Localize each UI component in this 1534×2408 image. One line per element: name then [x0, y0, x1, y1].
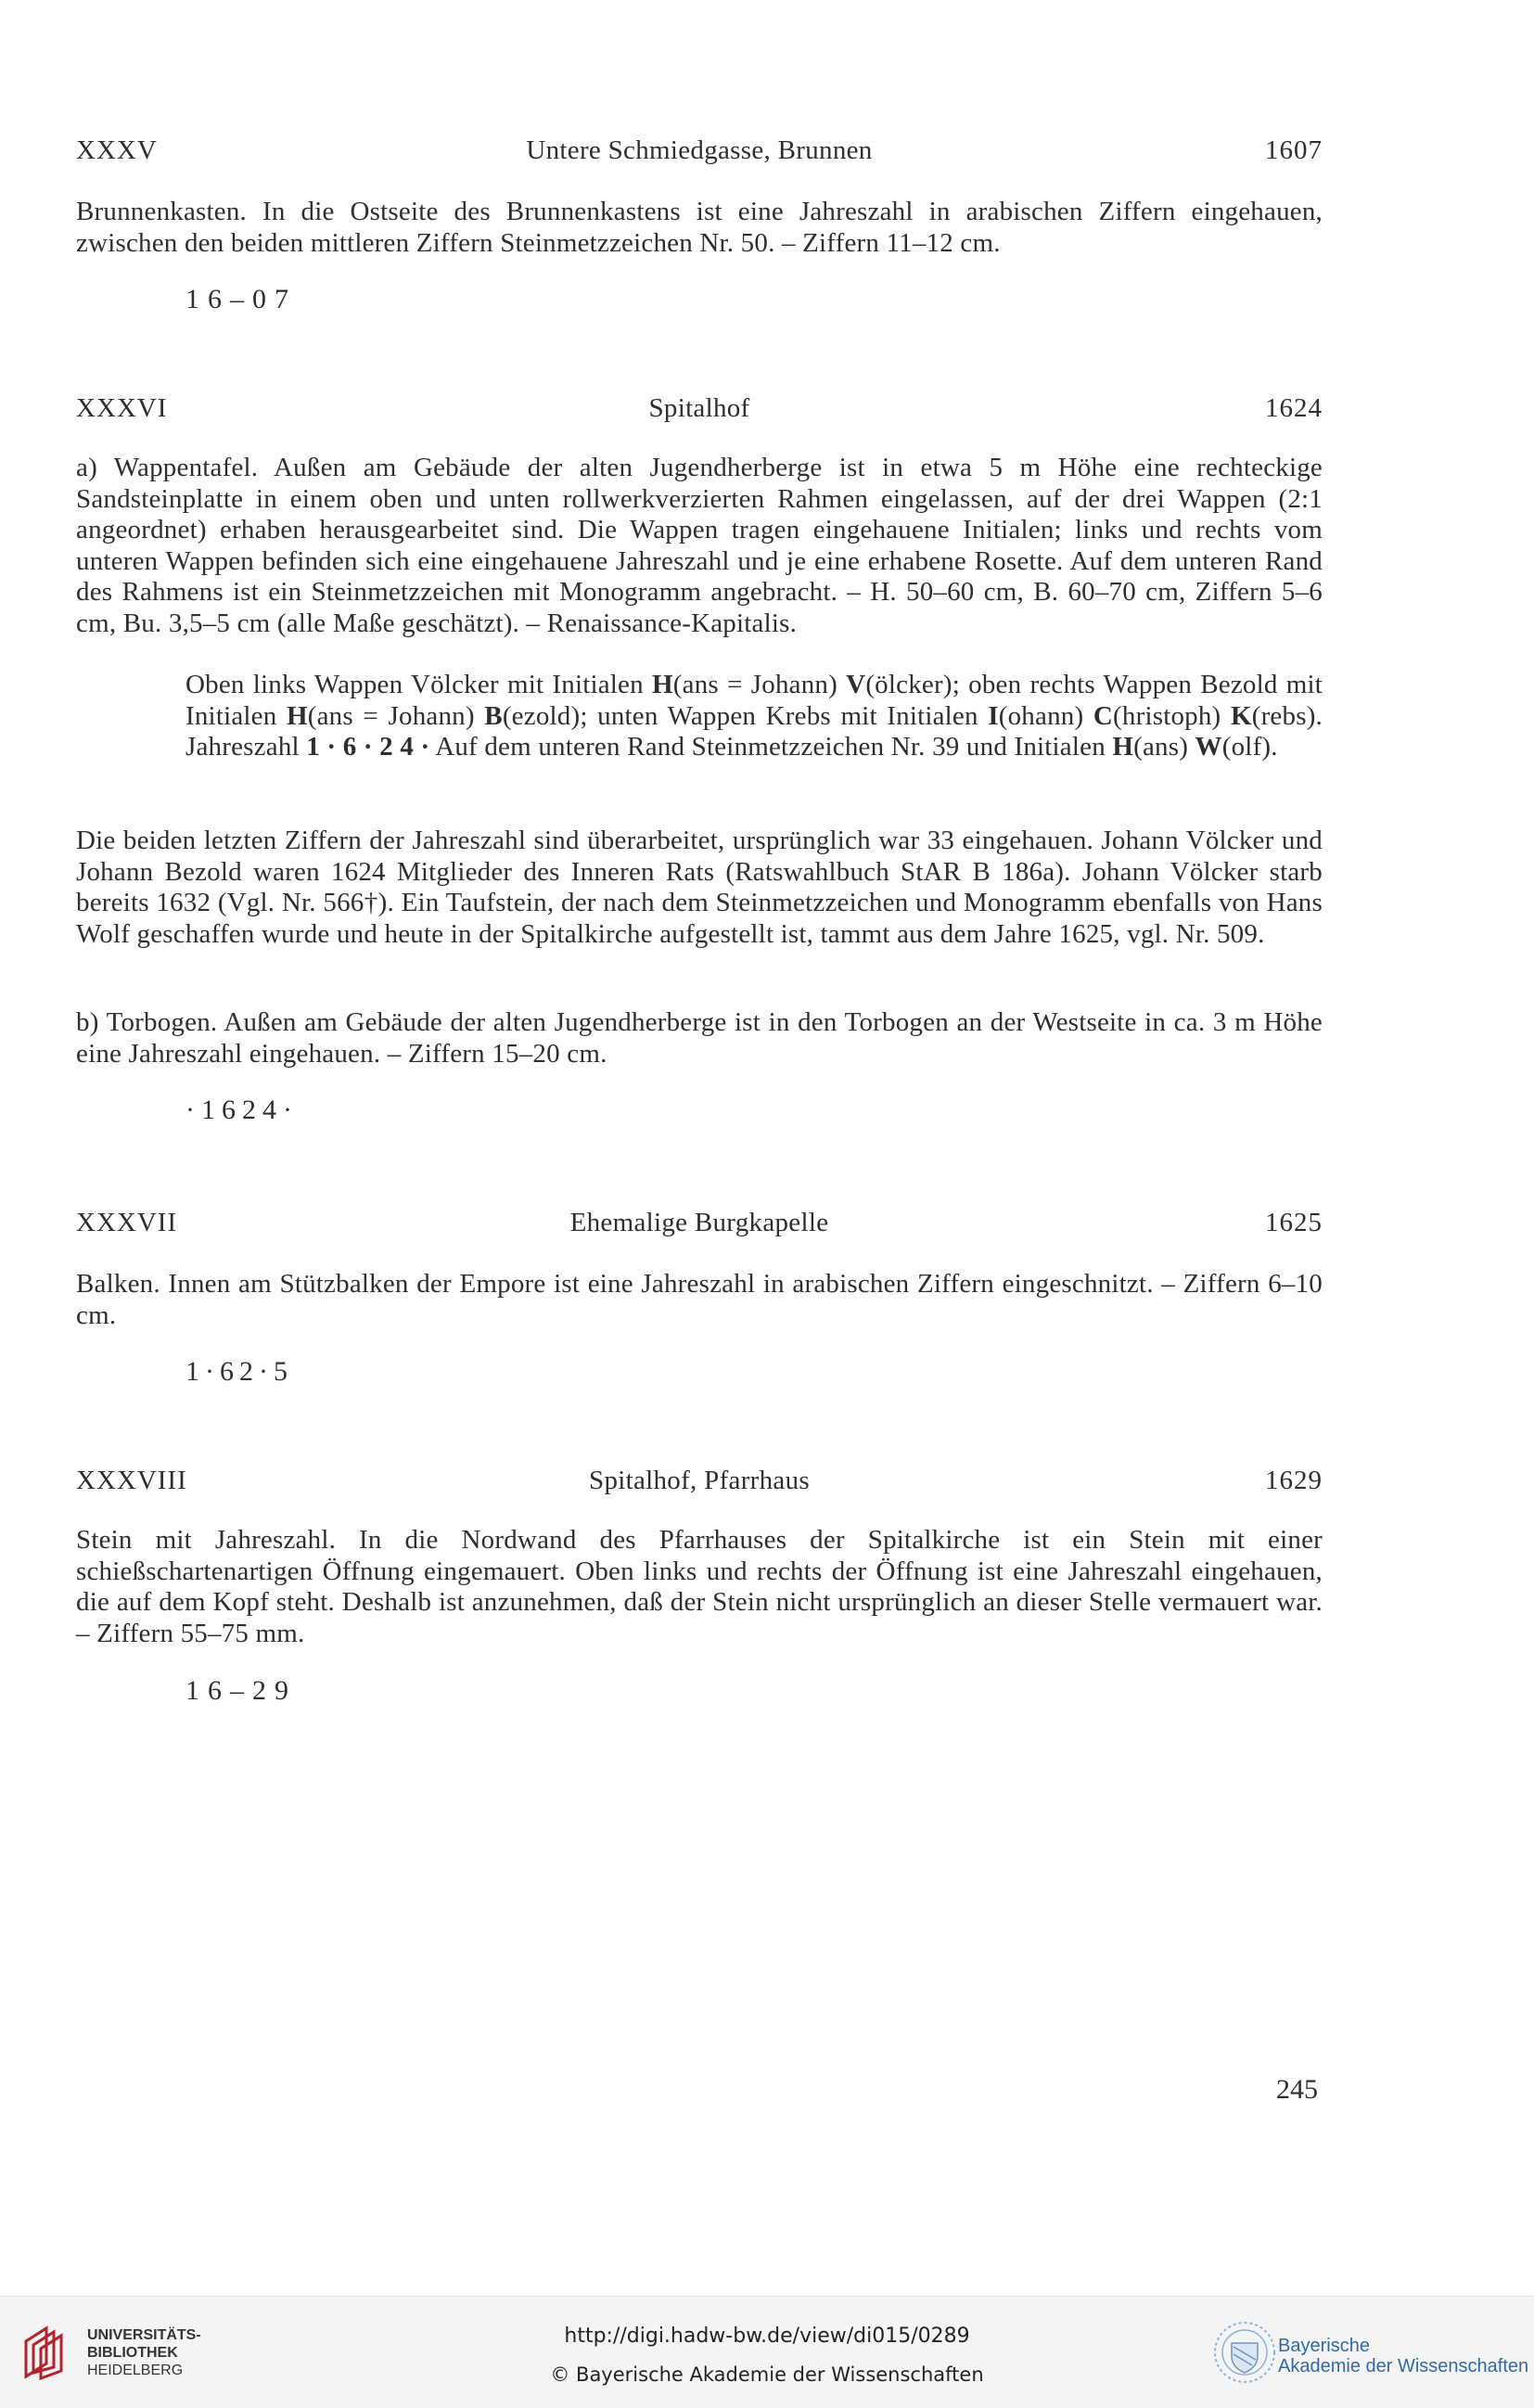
- entry-year: 1625: [1265, 1208, 1323, 1237]
- inscription-initial: K: [1230, 700, 1252, 731]
- inscription-initial: H: [652, 670, 673, 699]
- entry-year: 1607: [1265, 135, 1323, 165]
- academy-name: Bayerische Akademie der Wissenschaften: [1278, 2336, 1529, 2376]
- entry-text-a: a) Wappentafel. Außen am Gebäude der alten Jugendherberge ist in etwa 5 m Höhe eine rechteckige Sandsteinplatte in einem oben und unten rollwerkverzierten Rahmen eingelassen, auf der drei Wappen (2:1 angeordnet) erhaben herausgearbeitet sind. Die Wappen tragen eingehauene Initialen; links und rechts vom unteren Wappen befinden sich eine eingehauene Jahreszahl und je eine erhabene Rosette. Auf dem unteren Rand des Rahmens ist ein Steinmetzzeichen mit Monogramm angebracht. – H. 50–60 cm, B. 60–70 cm, Ziffern 5–6 cm, Bu. 3,5–5 cm (alle Maße geschätzt). – Renaissance-Kapitalis.: [76, 453, 1323, 638]
- inscription-initial: H: [286, 700, 308, 731]
- inscription-initial: I: [988, 700, 999, 731]
- inscription-description: Oben links Wappen Völcker mit Initialen H(ans = Johann) V(ölcker); oben rechts Wappen Bezold mit Initialen H(ans = Johann) B(ezold); unten Wappen Krebs mit Initialen I(ohann) C(hristoph) K(rebs). Jahreszahl 1 · 6 · 2 4 · Auf dem unteren Rand Steinmetzzeichen Nr. 39 und Initialen H(ans) W(olf).: [185, 670, 1323, 762]
- viewer-footer: [0, 2296, 1534, 2408]
- inscription: 16–29: [185, 1675, 297, 1706]
- copyright-notice: © Bayerische Akademie der Wissenschaften: [550, 2363, 984, 2386]
- entry-number: XXXVII: [76, 1208, 178, 1237]
- entry-text-b: b) Torbogen. Außen am Gebäude der alten Jugendherberge ist in den Torbogen an der Westseite in ca. 3 m Höhe eine Jahreszahl eingehauen. – Ziffern 15–20 cm.: [76, 1007, 1323, 1069]
- inscription-initial: H: [1112, 732, 1134, 762]
- entry-location: Spitalhof: [648, 393, 750, 423]
- entry-text: Brunnenkasten. In die Ostseite des Brunnenkastens ist eine Jahreszahl in arabischen Ziffern eingehauen, zwischen den beiden mittleren Ziffern Steinmetzzeichen Nr. 50. – Ziffern 11–12 cm.: [76, 197, 1323, 258]
- entry-header: [76, 393, 1323, 430]
- page-number: 245: [1276, 2074, 1318, 2105]
- entry-location: Untere Schmiedgasse, Brunnen: [526, 135, 873, 165]
- entry-commentary: Die beiden letzten Ziffern der Jahreszahl sind überarbeitet, ursprünglich war 33 eingehauen. Johann Völcker und Johann Bezold waren 1624 Mitglieder des Inneren Rats (Ratswahlbuch StAR B 186a). Johann Völcker starb bereits 1632 (Vgl. Nr. 566†). Ein Taufstein, der nach dem Steinmetzzeichen und Monogramm ebenfalls von Hans Wolf geschaffen wurde und heute in der Spitalkirche aufgestellt ist, tammt aus dem Jahre 1625, vgl. Nr. 509.: [76, 826, 1323, 949]
- entry-location: Ehemalige Burgkapelle: [569, 1208, 829, 1237]
- inscription-initial: V: [846, 670, 866, 699]
- entry-number: XXXVIII: [76, 1466, 187, 1495]
- entry-text: Balken. Innen am Stützbalken der Empore ist eine Jahreszahl in arabischen Ziffern eingeschnitzt. – Ziffern 6–10 cm.: [76, 1269, 1323, 1330]
- inscription-initial: W: [1195, 732, 1222, 762]
- badw-seal-logo-icon[interactable]: [1211, 2319, 1278, 2386]
- inscription: ·1624·: [185, 1095, 299, 1125]
- entry-number: XXXVI: [76, 393, 168, 423]
- entry-year: 1624: [1265, 393, 1323, 423]
- entry-header: [76, 1208, 1323, 1245]
- entry-year: 1629: [1265, 1466, 1323, 1495]
- inscription: 1·62·5: [185, 1356, 293, 1387]
- entry-text: Stein mit Jahreszahl. In die Nordwand des Pfarrhauses der Spitalkirche ist ein Stein mit einer schießschartenartigen Öffnung eingemauert. Oben links und rechts der Öffnung ist eine Jahreszahl eingehauen, die auf dem Kopf steht. Deshalb ist anzunehmen, daß der Stein nicht ursprünglich an dieser Stelle vermauert war. – Ziffern 55–75 mm.: [76, 1525, 1323, 1648]
- library-name: UNIVERSITÄTS- BIBLIOTHEK HEIDELBERG: [87, 2327, 201, 2378]
- inscription-initial: C: [1093, 700, 1114, 731]
- entry-header: [76, 135, 1323, 173]
- entry-header: [76, 1466, 1323, 1503]
- inscription-initial: B: [484, 700, 503, 731]
- entry-number: XXXV: [76, 135, 158, 165]
- permalink-url[interactable]: http://digi.hadw-bw.de/view/di015/0289: [564, 2325, 970, 2348]
- entry-location: Spitalhof, Pfarrhaus: [589, 1466, 810, 1495]
- inscription-initial: 1 · 6 · 2 4 ·: [306, 732, 430, 762]
- inscription: 16–07: [185, 284, 297, 314]
